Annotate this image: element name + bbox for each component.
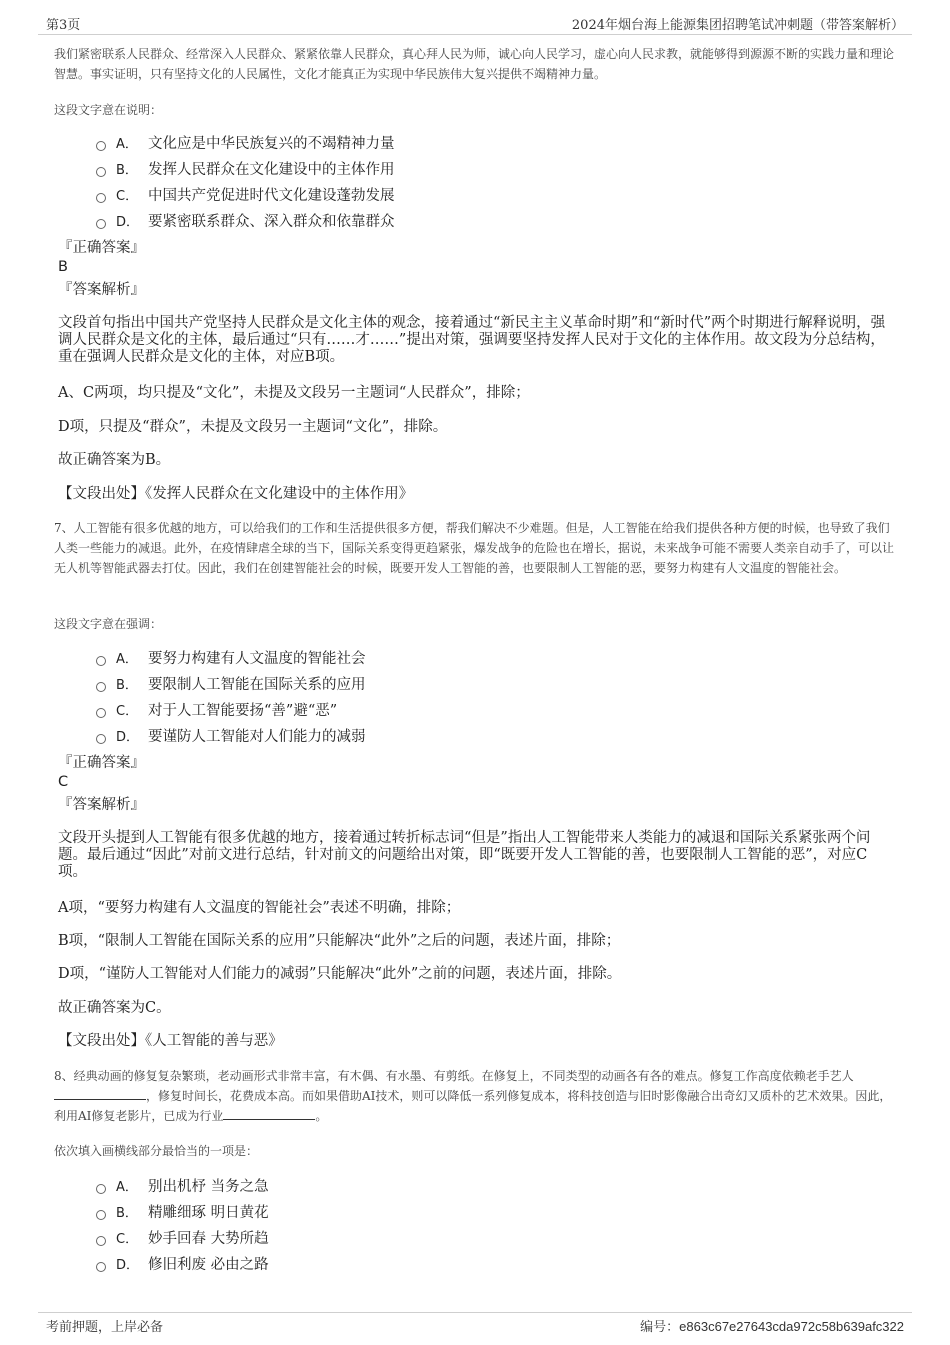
page-number: 第3页 [46,18,81,33]
q6-exclude-ac: A、C两项，均只提及“文化”，未提及文段另一主题词“人民群众”，排除； [58,385,530,401]
document-title: 2024年烟台海上能源集团招聘笔试冲刺题（带答案解析） [571,18,904,33]
q7-exclude-d: D项，“谨防人工智能对人们能力的减弱”只能解决“此外”之前的问题，表述片面，排除。 [58,966,622,982]
q8-options [96,1174,269,1278]
radio-icon[interactable] [96,734,106,744]
radio-icon[interactable] [96,141,106,151]
q7-prompt: 这段文字意在强调： [54,617,163,631]
q7-answer-label: 『正确答案』 [58,755,145,771]
radio-icon[interactable] [96,1184,106,1194]
q8-prompt: 依次填入画横线部分最恰当的一项是： [54,1144,259,1158]
q8-option-b[interactable]: B． 精雕细琢 明日黄花 [96,1200,269,1226]
page-header [38,12,912,35]
q6-answer: B [58,259,68,275]
q6-analysis-label: 『答案解析』 [58,282,145,298]
radio-icon[interactable] [96,1210,106,1220]
q7-option-c[interactable]: C． 对于人工智能要扬“善”避“恶” [96,698,366,724]
radio-icon[interactable] [96,682,106,692]
q6-exclude-d: D项，只提及“群众”，未提及文段另一主题词“文化”，排除。 [58,419,448,435]
q7-option-d[interactable]: D． 要谨防人工智能对人们能力的减弱 [96,724,366,750]
radio-icon[interactable] [96,1236,106,1246]
radio-icon[interactable] [96,193,106,203]
fill-blank-2[interactable] [223,1107,315,1120]
q7-answer: C [58,774,69,790]
q6-option-a[interactable]: A． 文化应是中华民族复兴的不竭精神力量 [96,131,395,157]
radio-icon[interactable] [96,219,106,229]
q6-option-c[interactable]: C． 中国共产党促进时代文化建设蓬勃发展 [96,183,395,209]
q7-options [96,646,366,750]
q6-option-d[interactable]: D． 要紧密联系群众、深入群众和依靠群众 [96,209,395,235]
page-footer [38,1312,912,1335]
q6-analysis: 文段首句指出中国共产党坚持人民群众是文化主体的观念，接着通过“新民主主义革命时期”和“新时代”两个时期进行解释说明，强调人民群众是文化的主体，最后通过“只有……才……”提出对策，强调要坚持发挥人民对于文化的主体作用。故文段为分总结构，重在强调人民群众是文化的主体，对应B项。 [58,315,886,365]
q7-analysis-label: 『答案解析』 [58,797,145,813]
q6-source: 【文段出处】《发挥人民群众在文化建设中的主体作用》 [58,486,414,502]
q6-conclusion: 故正确答案为B。 [58,452,171,468]
q6-answer-label: 『正确答案』 [58,240,145,256]
q6-options [96,131,395,235]
q7-analysis: 文段开头提到人工智能有很多优越的地方，接着通过转折标志词“但是”指出人工智能带来人类能力的减退和国际关系紧张两个问题。最后通过“因此”对前文进行总结，针对前文的问题给出对策，即“既要开发人工智能的善，也要限制人工智能的恶”，对应C项。 [58,830,871,880]
radio-icon[interactable] [96,656,106,666]
q7-source: 【文段出处】《人工智能的善与恶》 [58,1033,283,1049]
footer-slogan: 考前押题，上岸必备 [46,1320,164,1335]
radio-icon[interactable] [96,167,106,177]
q7-passage: 7、人工智能有很多优越的地方，可以给我们的工作和生活提供很多方便，帮我们解决不少难题。但是，人工智能在给我们提供各种方便的时候，也导致了我们人类一些能力的减退。此外，在疫情肆虐全球的当下，国际关系变得更趋紧张，爆发战争的危险也在增长，据说，未来战争可能不需要人类亲自动手了，可以让无人机等智能武器去打仗。因此，我们在创建智能社会的时候，既要开发人工智能的善，也要限制人工智能的恶，要努力构建有人文温度的智能社会。 [54,521,895,575]
q6-passage: 我们紧密联系人民群众、经常深入人民群众、紧紧依靠人民群众，真心拜人民为师，诚心向人民学习，虚心向人民求教，就能够得到源源不断的实践力量和理论智慧。事实证明，只有坚持文化的人民属性，文化才能真正为实现中华民族伟大复兴提供不竭精神力量。 [54,47,895,81]
q8-passage: 8、经典动画的修复复杂繁琐，老动画形式非常丰富，有木偶、有水墨、有剪纸。在修复上，不同类型的动画各有各的难点。修复工作高度依赖老手艺人，修复时间长，花费成本高。而如果借助AI技术，则可以降低一系列修复成本，将科技创造与旧时影像融合出奇幻又质朴的艺术效果。因此，利用AI修复老影片，已成为行业 。 [54,1069,892,1123]
radio-icon[interactable] [96,708,106,718]
q6-prompt: 这段文字意在说明： [54,103,163,117]
radio-icon[interactable] [96,1262,106,1272]
q7-exclude-b: B项，“限制人工智能在国际关系的应用”只能解决“此外”之后的问题，表述片面，排除； [58,933,621,949]
q8-option-c[interactable]: C． 妙手回春 大势所趋 [96,1226,269,1252]
fill-blank-1[interactable] [54,1087,146,1100]
q7-exclude-a: A项，“要努力构建有人文温度的智能社会”表述不明确，排除； [58,900,461,916]
document-code: 编号：e863c67e27643cda972c58b639afc322 [640,1319,904,1335]
q6-option-b[interactable]: B． 发挥人民群众在文化建设中的主体作用 [96,157,395,183]
q8-option-a[interactable]: A． 别出机杼 当务之急 [96,1174,269,1200]
q7-option-b[interactable]: B． 要限制人工智能在国际关系的应用 [96,672,366,698]
q7-conclusion: 故正确答案为C。 [58,1000,171,1016]
q8-option-d[interactable]: D． 修旧利废 必由之路 [96,1252,269,1278]
q7-option-a[interactable]: A． 要努力构建有人文温度的智能社会 [96,646,366,672]
